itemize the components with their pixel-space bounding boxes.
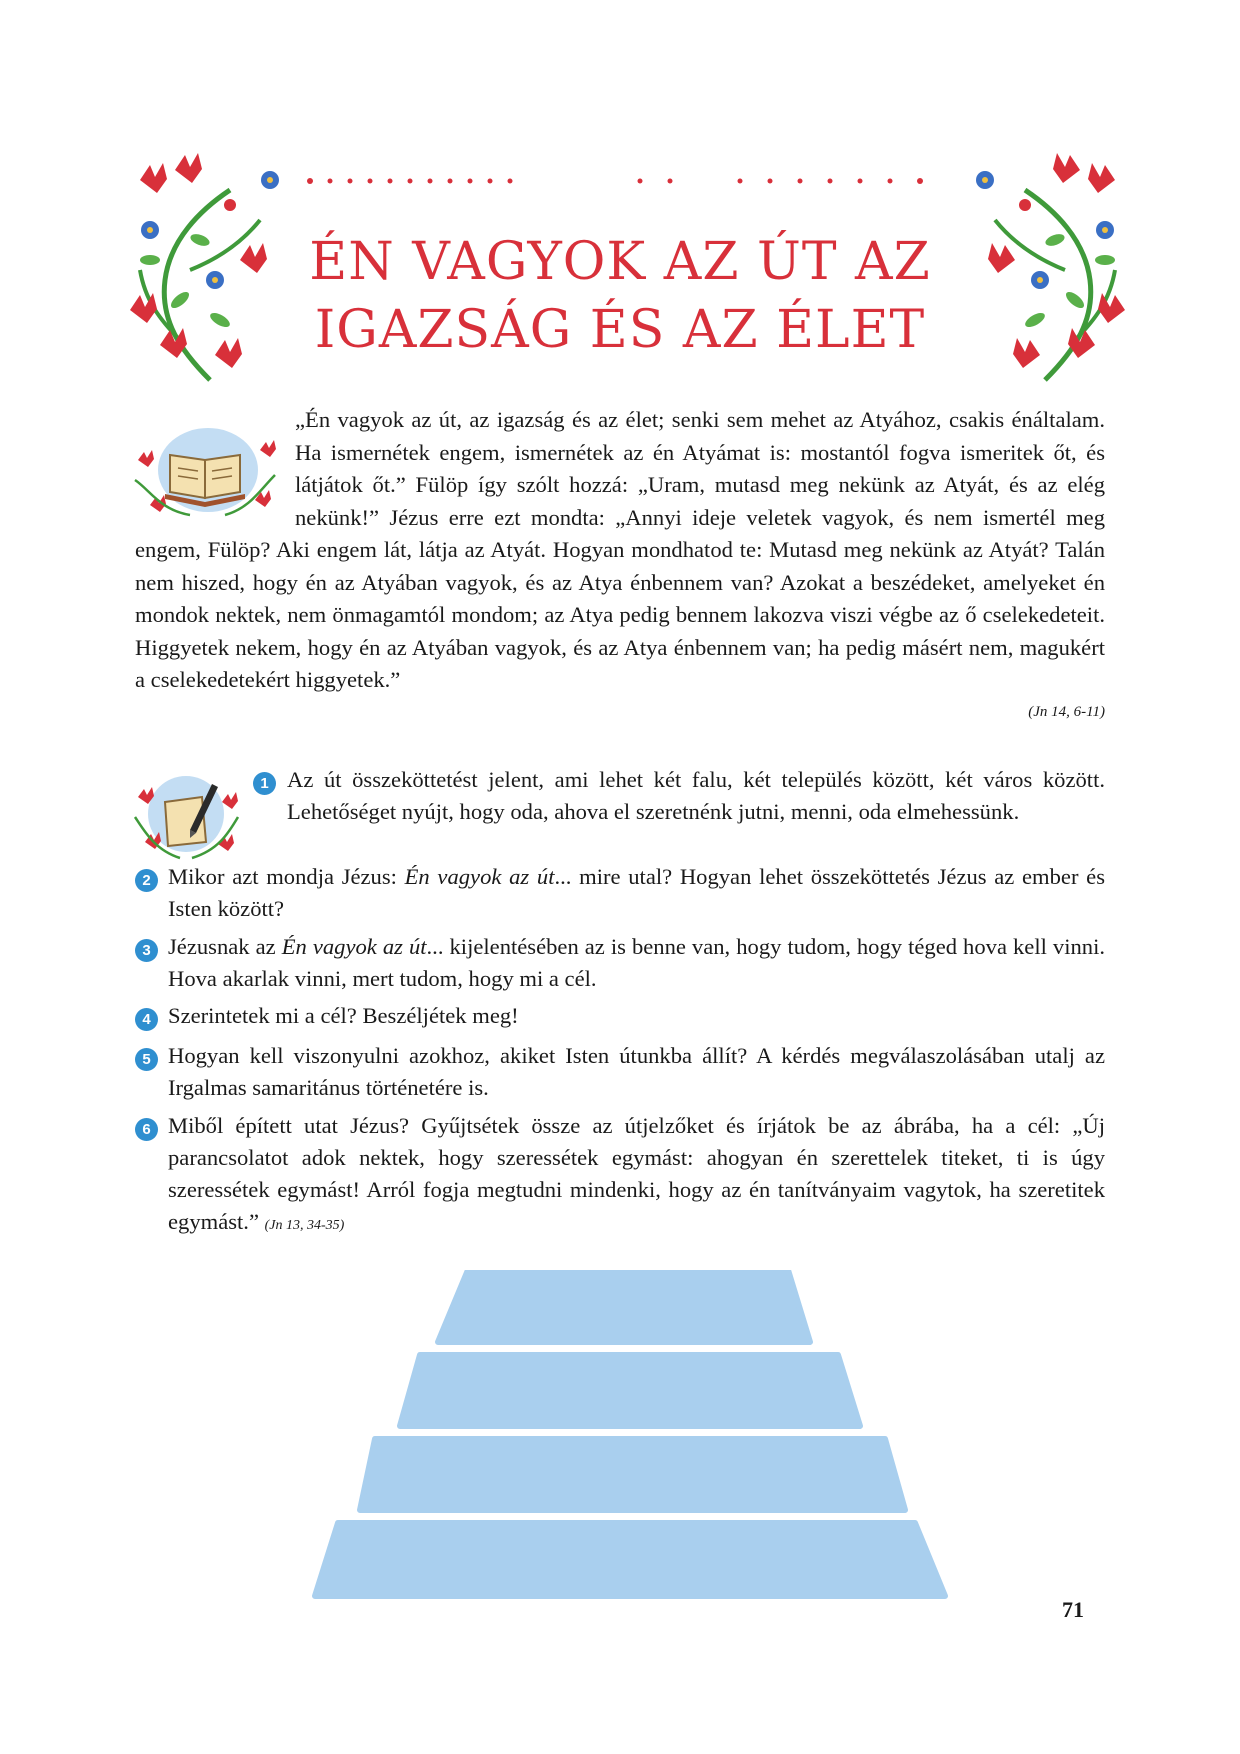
pyramid-step-3 xyxy=(360,1439,905,1510)
writing-pen-icon xyxy=(130,762,242,862)
question-2-text-start: Mikor azt mondja Jézus: xyxy=(168,864,405,889)
question-2-text-end: ... mire utal? Hogyan lehet összeköttetés Jézus az ember és Isten között? xyxy=(168,864,1105,921)
question-2-emphasis: Én vagyok az út xyxy=(404,864,555,889)
question-3-emphasis: Én vagyok az út xyxy=(281,934,427,959)
question-1-text: Az út összeköttetést jelent, ami lehet két falu, két település között, két város között. Lehetőséget nyújt, hogy oda, ahova el szeretnénk jutni, menni, oda elmehessünk. xyxy=(287,767,1105,824)
question-3-text xyxy=(168,931,1105,995)
question-number-4: 4 xyxy=(135,1008,158,1031)
question-number-5: 5 xyxy=(135,1048,158,1071)
question-3-text-end: ... kijelentésében az is benne van, hogy tudom, hogy téged hova kell vinni. Hova akarlak vinni, mert tudom, hogy mi a cél. xyxy=(168,934,1106,991)
question-number-2: 2 xyxy=(135,869,158,892)
bible-quote-reference: (Jn 14, 6-11) xyxy=(1028,704,1105,720)
page-number: 71 xyxy=(1062,1597,1084,1622)
question-2-text xyxy=(168,861,1105,925)
pyramid-step-1 xyxy=(438,1270,810,1342)
question-6-body: Miből épített utat Jézus? Gyűjtsétek össze az útjelzőket és írjátok be az ábrába, ha a cél: „Új parancsolatot adok nektek, hogy szeressétek egymást: ahogyan én szerettelek titeket, ti is úgy szeressétek egymást! Arról fogja megtudni mindenki, hogy az én tanítványaim vagytok, ha szeretitek egymást.” xyxy=(168,1113,1105,1234)
title-line-2: IGAZSÁG ÉS AZ ÉLET xyxy=(314,300,926,360)
title-line-1: ÉN VAGYOK AZ ÚT AZ xyxy=(309,232,931,292)
road-steps-diagram xyxy=(290,1270,970,1610)
question-6-text xyxy=(168,1110,1105,1242)
question-4-text: Szerintetek mi a cél? Beszéljétek meg! xyxy=(168,1003,519,1028)
question-number-6: 6 xyxy=(135,1118,158,1141)
page-title xyxy=(250,228,990,364)
question-6-reference: (Jn 13, 34-35) xyxy=(264,1218,345,1233)
question-3-text-start: Jézusnak az xyxy=(168,934,282,959)
question-number-3: 3 xyxy=(135,939,158,962)
pyramid-step-2 xyxy=(400,1355,860,1426)
pyramid-step-4 xyxy=(315,1523,945,1596)
bible-quote-text: „Én vagyok az út, az igazság és az élet; senki sem mehet az Atyához, csakis énáltalam. Ha ismernétek engem, ismernétek az én Atyámat is: mostantól fogva ismeritek őt, és látjátok őt.” Fülöp így szólt hozzá: „Uram, mutasd meg nekünk az Atyát, és az elég nekünk!” Jézus erre ezt mondta: „Annyi ideje veletek vagyok, és nem ismertél meg engem, Fülöp? Aki engem lát, látja az Atyát. Hogyan mondhatod te: Mutasd meg nekünk az Atyát? Talán nem hiszed, hogy én az Atyában vagyok, és az Atya énbennem van? Azokat a beszédeket, amelyeket én mondok nektek, nem önmagamtól mondom; az Atya pedig bennem lakozva viszi végbe az ő cselekedeteit. Higgyetek nekem, hogy én az Atyában vagyok, és az Atya énbennem van; ha pedig másért nem, magukért a cselekedetekért higgyetek.” xyxy=(135,407,1105,692)
book-icon-spacer xyxy=(135,404,295,532)
question-number-1: 1 xyxy=(253,772,276,795)
dotted-border-divider xyxy=(300,175,940,187)
question-5-text: Hogyan kell viszonyulni azokhoz, akiket Isten útunkba állít? A kérdés megválaszolásában utalj az Irgalmas samaritánus történetére is. xyxy=(168,1043,1105,1100)
bible-quote xyxy=(135,404,1105,697)
